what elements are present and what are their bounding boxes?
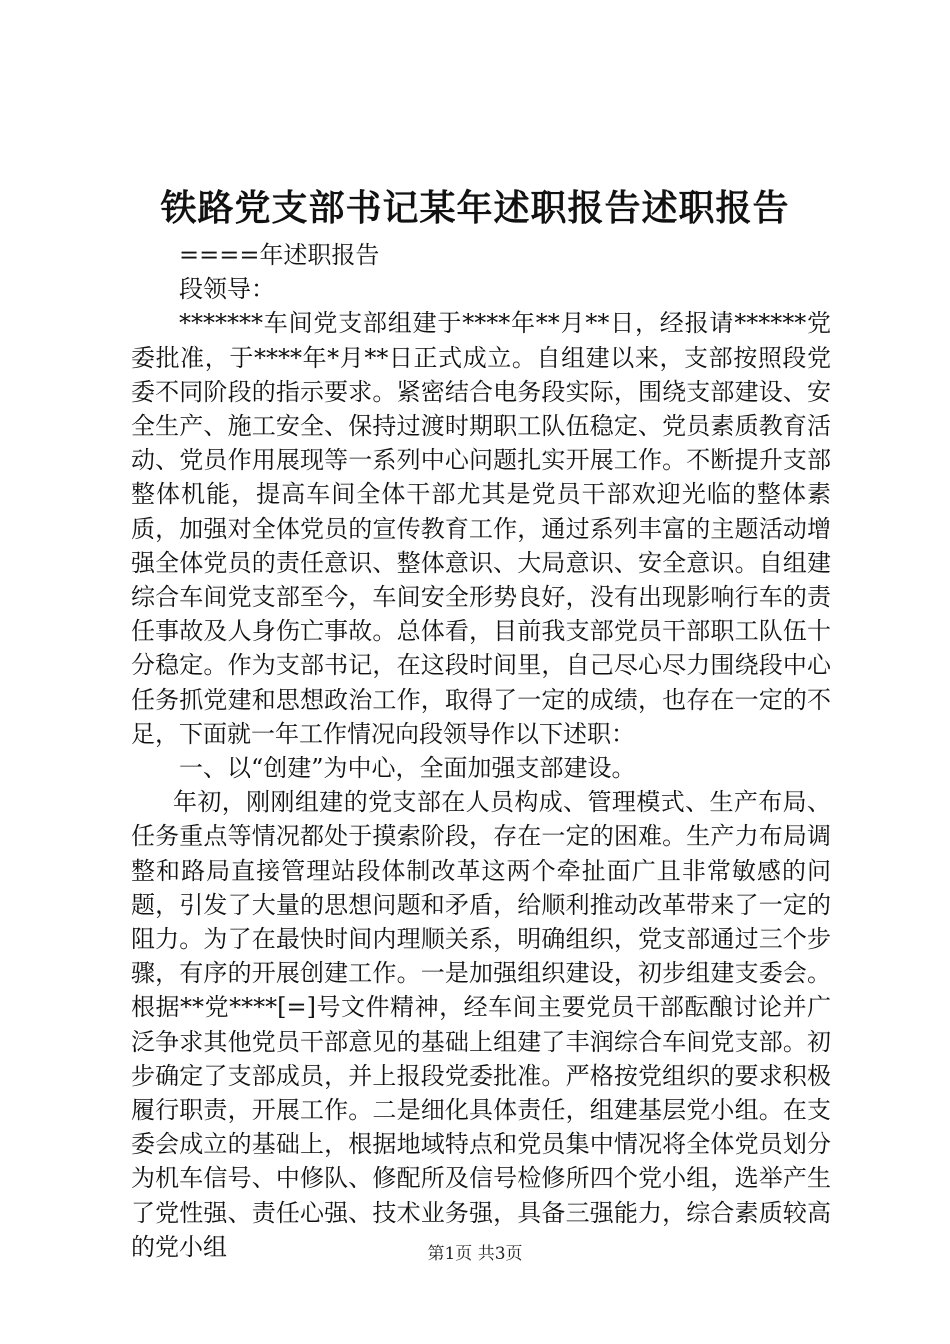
page-footer: 第1页 共3页 <box>427 1244 523 1264</box>
report-heading: ====年述职报告 <box>179 241 380 269</box>
document-title: 铁路党支部书记某年述职报告述职报告 <box>160 187 790 229</box>
salutation: 段领导： <box>179 275 275 304</box>
paragraph-section-1: 年初，刚刚组建的党支部在人员构成、管理模式、生产布局、任务重点等情况都处于摸索阶段，存在一定的困难。生产力布局调整和路局直接管理站段体制改革这两个牵扯面广且非常敏感的问题，引发了大量的思想问题和矛盾，给顺利推动改革带来了一定的阻力。为了在最快时间内理顺关系，明确组织，党支部通过三个步骤，有序的开展创建工作。一是加强组织建设，初步组建支委会。根据**党****[=]号文件精神，经车间主要党员干部酝酿讨论并广泛争求其他党员干部意见的基础上组建了丰润综合车间党支部。初步确定了支部成员，并上报段党委批准。严格按党组织的要求积极履行职责，开展工作。二是细化具体责任，组建基层党小组。在支委会成立的基础上，根据地域特点和党员集中情况将全体党员划分为机车信号、中修队、修配所及信号检修所四个党小组，选举产生了党性强、责任心强、技术业务强，具备三强能力，综合素质较高的党小组 <box>131 788 831 1261</box>
paragraph-intro: *******车间党支部组建于****年**月**日，经报请******党委批准，于****年*月**日正式成立。自组建以来，支部按照段党委不同阶段的指示要求。紧密结合电务段实际，围绕支部建设、安全生产、施工安全、保持过渡时期职工队伍稳定、党员素质教育活动、党员作用展现等一系列中心问题扎实开展工作。不断提升支部整体机能，提高车间全体干部尤其是党员干部欢迎光临的整体素质，加强对全体党员的宣传教育工作，通过系列丰富的主题活动增强全体党员的责任意识、整体意识、大局意识、安全意识。自组建综合车间党支部至今，车间安全形势良好，没有出现影响行车的责任事故及人身伤亡事故。总体看，目前我支部党员干部职工队伍十分稳定。作为支部书记，在这段时间里，自己尽心尽力围绕段中心任务抓党建和思想政治工作，取得了一定的成绩，也存在一定的不足，下面就一年工作情况向段领导作以下述职： <box>131 309 831 748</box>
section-heading-1: 一、以“创建”为中心，全面加强支部建设。 <box>179 754 636 783</box>
document-body <box>131 238 831 1264</box>
